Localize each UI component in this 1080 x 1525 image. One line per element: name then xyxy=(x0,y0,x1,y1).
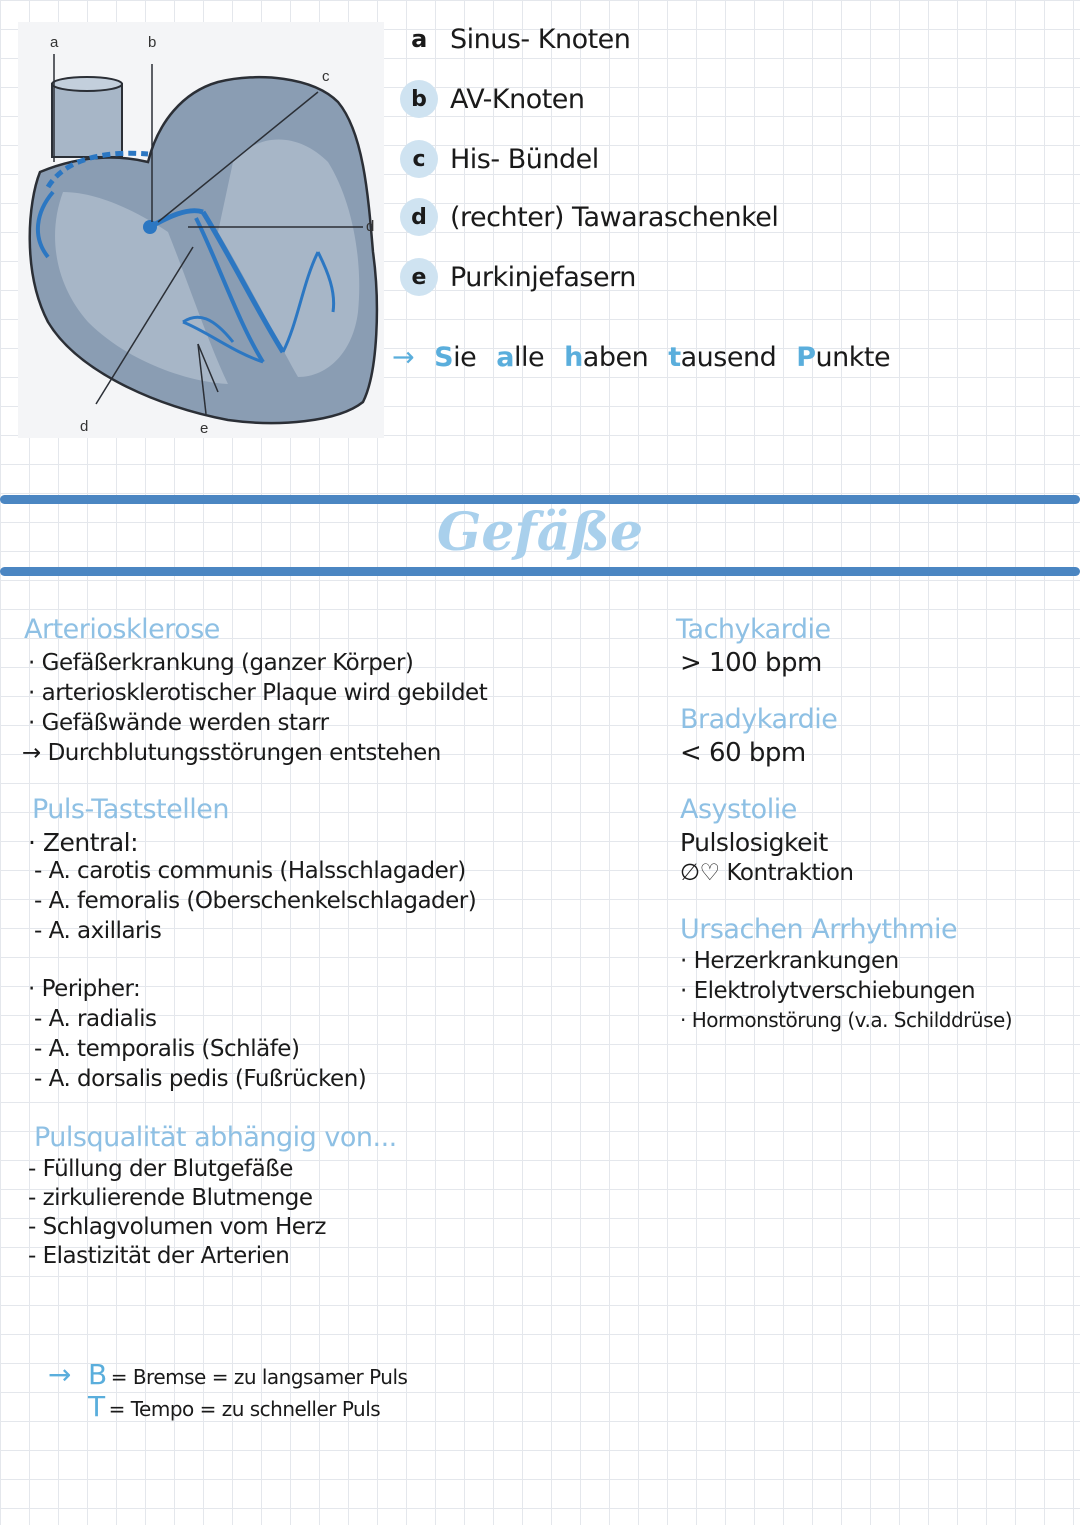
arteriosklerose-item: · Gefäßwände werden starr xyxy=(28,710,329,736)
puls-zentral: · Zentral: xyxy=(28,828,139,857)
legend-letter: e xyxy=(400,258,438,296)
bt-b-text: = Bremse = zu langsamer Puls xyxy=(110,1365,408,1389)
legend-text: (rechter) Tawaraschenkel xyxy=(450,201,779,233)
ursachen-item: · Hormonstörung (v.a. Schilddrüse) xyxy=(680,1008,1013,1032)
heading-tachykardie: Tachykardie xyxy=(676,614,831,645)
legend-letter: d xyxy=(400,198,438,236)
legend-item-d xyxy=(400,198,778,236)
bt-t-line xyxy=(88,1390,380,1423)
pulsqualitaet-item: - Elastizität der Arterien xyxy=(28,1243,290,1269)
diagram-label-c: c xyxy=(322,68,330,85)
puls-peripher: · Peripher: xyxy=(28,976,141,1002)
pulsqualitaet-item: - zirkulierende Blutmenge xyxy=(28,1185,313,1211)
diagram-label-e: e xyxy=(200,420,209,437)
ursachen-item: · Elektrolytverschiebungen xyxy=(680,978,976,1004)
bt-t-text: = Tempo = zu schneller Puls xyxy=(108,1397,381,1421)
mnemonic-word: haben xyxy=(564,342,649,373)
asystolie-line: ∅♡ Kontraktion xyxy=(680,860,854,886)
legend-letter: c xyxy=(400,140,438,178)
legend-item-a xyxy=(400,20,630,58)
puls-zentral-item: - A. femoralis (Oberschenkelschlagader) xyxy=(34,888,477,914)
heart-diagram xyxy=(18,22,384,438)
legend-text: Sinus- Knoten xyxy=(450,23,631,55)
bt-arrow: → xyxy=(48,1358,71,1391)
legend-letter: b xyxy=(400,80,438,118)
heading-bradykardie: Bradykardie xyxy=(680,704,838,735)
mnemonic-word: tausend xyxy=(668,342,777,373)
heading-asystolie: Asystolie xyxy=(680,794,797,825)
bt-b-line xyxy=(88,1358,407,1391)
legend-text: AV-Knoten xyxy=(450,83,585,115)
mnemonic-word: Sie xyxy=(434,342,477,373)
legend-text: Purkinjefasern xyxy=(450,261,636,293)
heading-arteriosklerose: Arteriosklerose xyxy=(24,614,220,645)
puls-peripher-item: - A. temporalis (Schläfe) xyxy=(34,1036,300,1062)
arteriosklerose-item: · Gefäßerkrankung (ganzer Körper) xyxy=(28,650,414,676)
arteriosklerose-item: · arteriosklerotischer Plaque wird gebildet xyxy=(28,680,488,706)
heading-pulsqualitaet: Pulsqualität abhängig von... xyxy=(34,1122,397,1153)
mnemonic xyxy=(392,342,890,373)
bradykardie-value: < 60 bpm xyxy=(680,738,806,768)
heading-ursachen-arrhythmie: Ursachen Arrhythmie xyxy=(680,914,958,945)
pulsqualitaet-item: - Schlagvolumen vom Herz xyxy=(28,1214,326,1240)
ursachen-item: · Herzerkrankungen xyxy=(680,948,899,974)
pulsqualitaet-item: - Füllung der Blutgefäße xyxy=(28,1156,293,1182)
legend-item-b xyxy=(400,80,585,118)
puls-peripher-item: - A. dorsalis pedis (Fußrücken) xyxy=(34,1066,367,1092)
asystolie-line: Pulslosigkeit xyxy=(680,828,828,857)
section-title: Gefäße xyxy=(436,502,644,563)
mnemonic-arrow: → xyxy=(392,342,415,373)
puls-zentral-item: - A. axillaris xyxy=(34,918,162,944)
diagram-label-a: a xyxy=(50,34,59,51)
diagram-label-d-right: d xyxy=(366,218,375,235)
diagram-label-d-bottom: d xyxy=(80,418,89,435)
arteriosklerose-item: → Durchblutungsstörungen entstehen xyxy=(22,740,441,766)
legend-item-c xyxy=(400,140,599,178)
divider-bottom xyxy=(0,567,1080,576)
bt-b-letter: B xyxy=(88,1358,107,1391)
tachykardie-value: > 100 bpm xyxy=(680,648,822,678)
legend-text: His- Bündel xyxy=(450,143,599,175)
puls-zentral-item: - A. carotis communis (Halsschlagader) xyxy=(34,858,466,884)
puls-peripher-item: - A. radialis xyxy=(34,1006,157,1032)
mnemonic-word: Punkte xyxy=(796,342,891,373)
legend-item-e xyxy=(400,258,636,296)
heading-puls-taststellen: Puls-Taststellen xyxy=(32,794,229,825)
diagram-label-b: b xyxy=(148,34,157,51)
mnemonic-word: alle xyxy=(496,342,545,373)
legend-letter: a xyxy=(411,25,427,53)
bt-t-letter: T xyxy=(88,1390,105,1423)
